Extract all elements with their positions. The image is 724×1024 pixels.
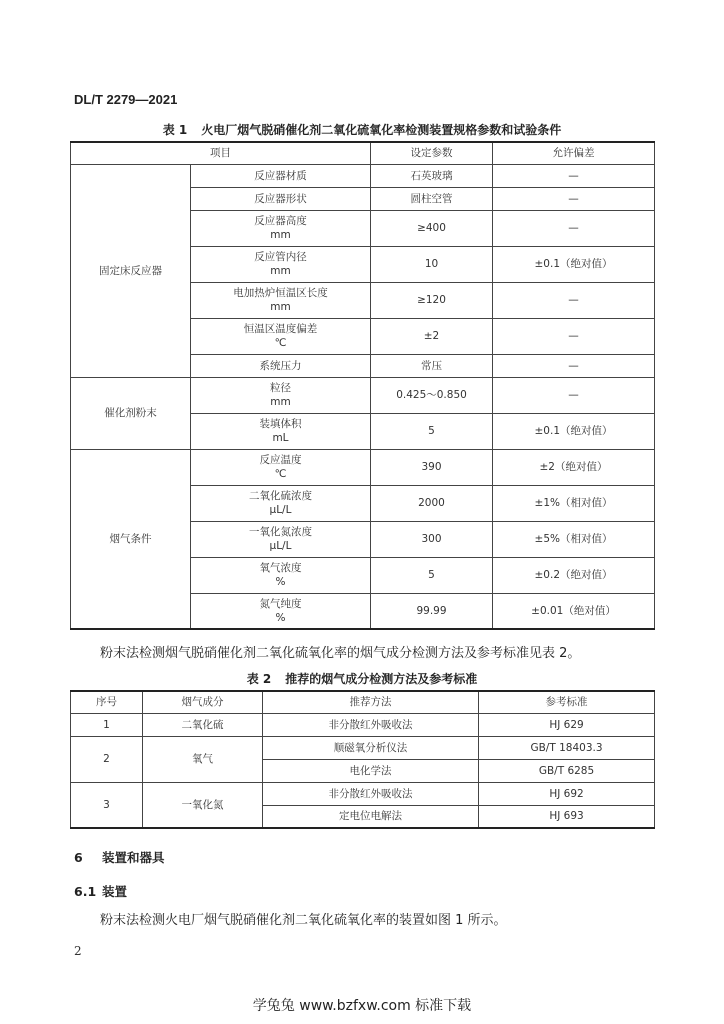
section-6-1-number: 6.1 <box>74 884 97 899</box>
table2-standard-cell: GB/T 18403.3 <box>479 736 655 759</box>
table1-param-cell <box>191 210 371 246</box>
table1-tolerance-cell: — <box>493 210 655 246</box>
table2-standard-cell: HJ 692 <box>479 782 655 805</box>
table1-param-label: 二氧化硫浓度 <box>249 490 312 502</box>
table1-tolerance-cell: ±0.2（绝对值） <box>493 557 655 593</box>
table1-param-cell <box>191 377 371 413</box>
table2-method-cell: 顺磁氧分析仪法 <box>263 736 479 759</box>
table1-param-cell <box>191 354 371 377</box>
table1-tolerance-cell: — <box>493 318 655 354</box>
table2-component-cell: 氧气 <box>143 736 263 782</box>
table1-row <box>71 377 655 413</box>
table1-tolerance-cell: ±0.1（绝对值） <box>493 246 655 282</box>
table1-tolerance-cell: — <box>493 354 655 377</box>
table2-no-cell: 3 <box>71 782 143 828</box>
table1-setting-cell: 99.99 <box>371 593 493 629</box>
table1-header-row <box>71 142 655 164</box>
footer-watermark: 学兔兔 www.bzfxw.com 标准下载 <box>252 998 472 1014</box>
table1-tolerance-cell: — <box>493 187 655 210</box>
table1-param-label: 恒温区温度偏差 <box>243 323 318 335</box>
table2 <box>70 690 655 829</box>
table1-tolerance-cell: ±0.1（绝对值） <box>493 413 655 449</box>
table2-header-standard: 参考标准 <box>479 691 655 713</box>
table1-param-unit: mm <box>270 265 291 277</box>
table1-group-cell: 固定床反应器 <box>71 164 191 377</box>
table1-tolerance-cell: ±5%（相对值） <box>493 521 655 557</box>
table1-group-cell: 催化剂粉末 <box>71 377 191 449</box>
table1-param-label: 反应管内径 <box>254 251 307 263</box>
table1-param-label: 反应器材质 <box>254 169 307 182</box>
table1-param-cell <box>191 449 371 485</box>
table1-param-label: 电加热炉恒温区长度 <box>233 287 328 299</box>
table1-param-unit: mm <box>270 396 291 408</box>
table1-setting-cell: ≥400 <box>371 210 493 246</box>
table1-tolerance-cell: ±2（绝对值） <box>493 449 655 485</box>
table1-param-label: 系统压力 <box>259 359 302 372</box>
table2-no-cell: 1 <box>71 713 143 736</box>
table1-setting-cell: 390 <box>371 449 493 485</box>
table1-row <box>71 449 655 485</box>
section-6-number: 6 <box>74 850 83 865</box>
table1-param-unit: ℃ <box>274 337 287 349</box>
table2-method-cell: 非分散红外吸收法 <box>263 782 479 805</box>
table2-header-row <box>71 691 655 713</box>
table1-param-cell <box>191 521 371 557</box>
table1-param-label: 氮气纯度 <box>259 597 302 610</box>
table1-param-unit: % <box>275 611 286 624</box>
table1-caption-title: 火电厂烟气脱硝催化剂二氧化硫氧化率检测装置规格参数和试验条件 <box>201 123 562 137</box>
table1-param-unit: mm <box>270 301 291 313</box>
page-number: 2 <box>74 944 82 958</box>
table1-header-tolerance: 允许偏差 <box>493 142 655 164</box>
table1-param-label: 一氧化氮浓度 <box>249 526 312 538</box>
table2-method-cell: 电化学法 <box>263 759 479 782</box>
section-6-1-heading <box>74 882 127 900</box>
table1-param-label: 粒径 <box>270 382 291 394</box>
table1-caption-number: 表 1 <box>162 123 188 137</box>
table1-caption <box>0 121 724 138</box>
table1-setting-cell: ≥120 <box>371 282 493 318</box>
table1-param-label: 反应温度 <box>259 454 302 466</box>
table1-setting-cell: 5 <box>371 413 493 449</box>
table2-header-method: 推荐方法 <box>263 691 479 713</box>
table2-header-no: 序号 <box>71 691 143 713</box>
table1-setting-cell: 10 <box>371 246 493 282</box>
table1-param-cell <box>191 246 371 282</box>
table2-caption-number: 表 2 <box>246 672 272 686</box>
table1-tolerance-cell: ±1%（相对值） <box>493 485 655 521</box>
table2-no-cell: 2 <box>71 736 143 782</box>
table1-param-cell <box>191 557 371 593</box>
table1-param-cell <box>191 413 371 449</box>
table1-param-cell <box>191 187 371 210</box>
table1-setting-cell: 圆柱空管 <box>371 187 493 210</box>
table1-param-label: 反应器高度 <box>254 215 307 227</box>
table1-param-cell <box>191 485 371 521</box>
table1 <box>70 141 655 630</box>
table2-row <box>71 782 655 805</box>
table1-tolerance-cell: — <box>493 164 655 187</box>
table2-component-cell: 一氧化氮 <box>143 782 263 828</box>
section-6-heading <box>74 848 165 866</box>
table2-caption-title: 推荐的烟气成分检测方法及参考标准 <box>285 672 478 686</box>
table1-group-cell: 烟气条件 <box>71 449 191 629</box>
section-6-title: 装置和器具 <box>102 850 165 865</box>
table1-param-label: 氧气浓度 <box>259 562 302 574</box>
table1-setting-cell: 常压 <box>371 354 493 377</box>
table2-row <box>71 736 655 759</box>
table1-setting-cell: ±2 <box>371 318 493 354</box>
table1-param-unit: ℃ <box>274 468 287 480</box>
table1-param-unit: % <box>275 576 286 588</box>
table1-param-unit: μL/L <box>269 540 292 552</box>
table1-row <box>71 164 655 187</box>
table2-header-component: 烟气成分 <box>143 691 263 713</box>
table1-setting-cell: 2000 <box>371 485 493 521</box>
table1-param-unit: mm <box>270 229 291 241</box>
section-6-1-title: 装置 <box>102 884 128 899</box>
paragraph-table2-intro: 粉末法检测烟气脱硝催化剂二氧化硫氧化率的烟气成分检测方法及参考标准见表 2。 <box>100 646 581 661</box>
table2-method-cell: 非分散红外吸收法 <box>263 713 479 736</box>
table1-param-unit: μL/L <box>269 504 292 516</box>
table2-component-cell: 二氧化硫 <box>143 713 263 736</box>
table1-param-unit: mL <box>272 432 289 444</box>
table2-standard-cell: HJ 693 <box>479 805 655 828</box>
table1-setting-cell: 5 <box>371 557 493 593</box>
table1-tolerance-cell: — <box>493 282 655 318</box>
table1-setting-cell: 0.425～0.850 <box>371 377 493 413</box>
table1-header-setting: 设定参数 <box>371 142 493 164</box>
table1-param-cell <box>191 164 371 187</box>
paragraph-figure1-intro: 粉末法检测火电厂烟气脱硝催化剂二氧化硫氧化率的装置如图 1 所示。 <box>100 913 507 928</box>
table2-method-cell: 定电位电解法 <box>263 805 479 828</box>
table2-standard-cell: HJ 629 <box>479 713 655 736</box>
table1-param-label: 装填体积 <box>259 418 302 430</box>
table1-header-item: 项目 <box>71 142 371 164</box>
table1-param-cell <box>191 593 371 629</box>
document-code: DL/T 2279—2021 <box>74 92 178 107</box>
table1-setting-cell: 300 <box>371 521 493 557</box>
table2-row <box>71 713 655 736</box>
table1-param-cell <box>191 282 371 318</box>
table1-setting-cell: 石英玻璃 <box>371 164 493 187</box>
table1-tolerance-cell: — <box>493 377 655 413</box>
table2-standard-cell: GB/T 6285 <box>479 759 655 782</box>
table1-param-label: 反应器形状 <box>254 192 307 205</box>
table2-caption <box>0 670 724 687</box>
table1-tolerance-cell: ±0.01（绝对值） <box>493 593 655 629</box>
table1-param-cell <box>191 318 371 354</box>
